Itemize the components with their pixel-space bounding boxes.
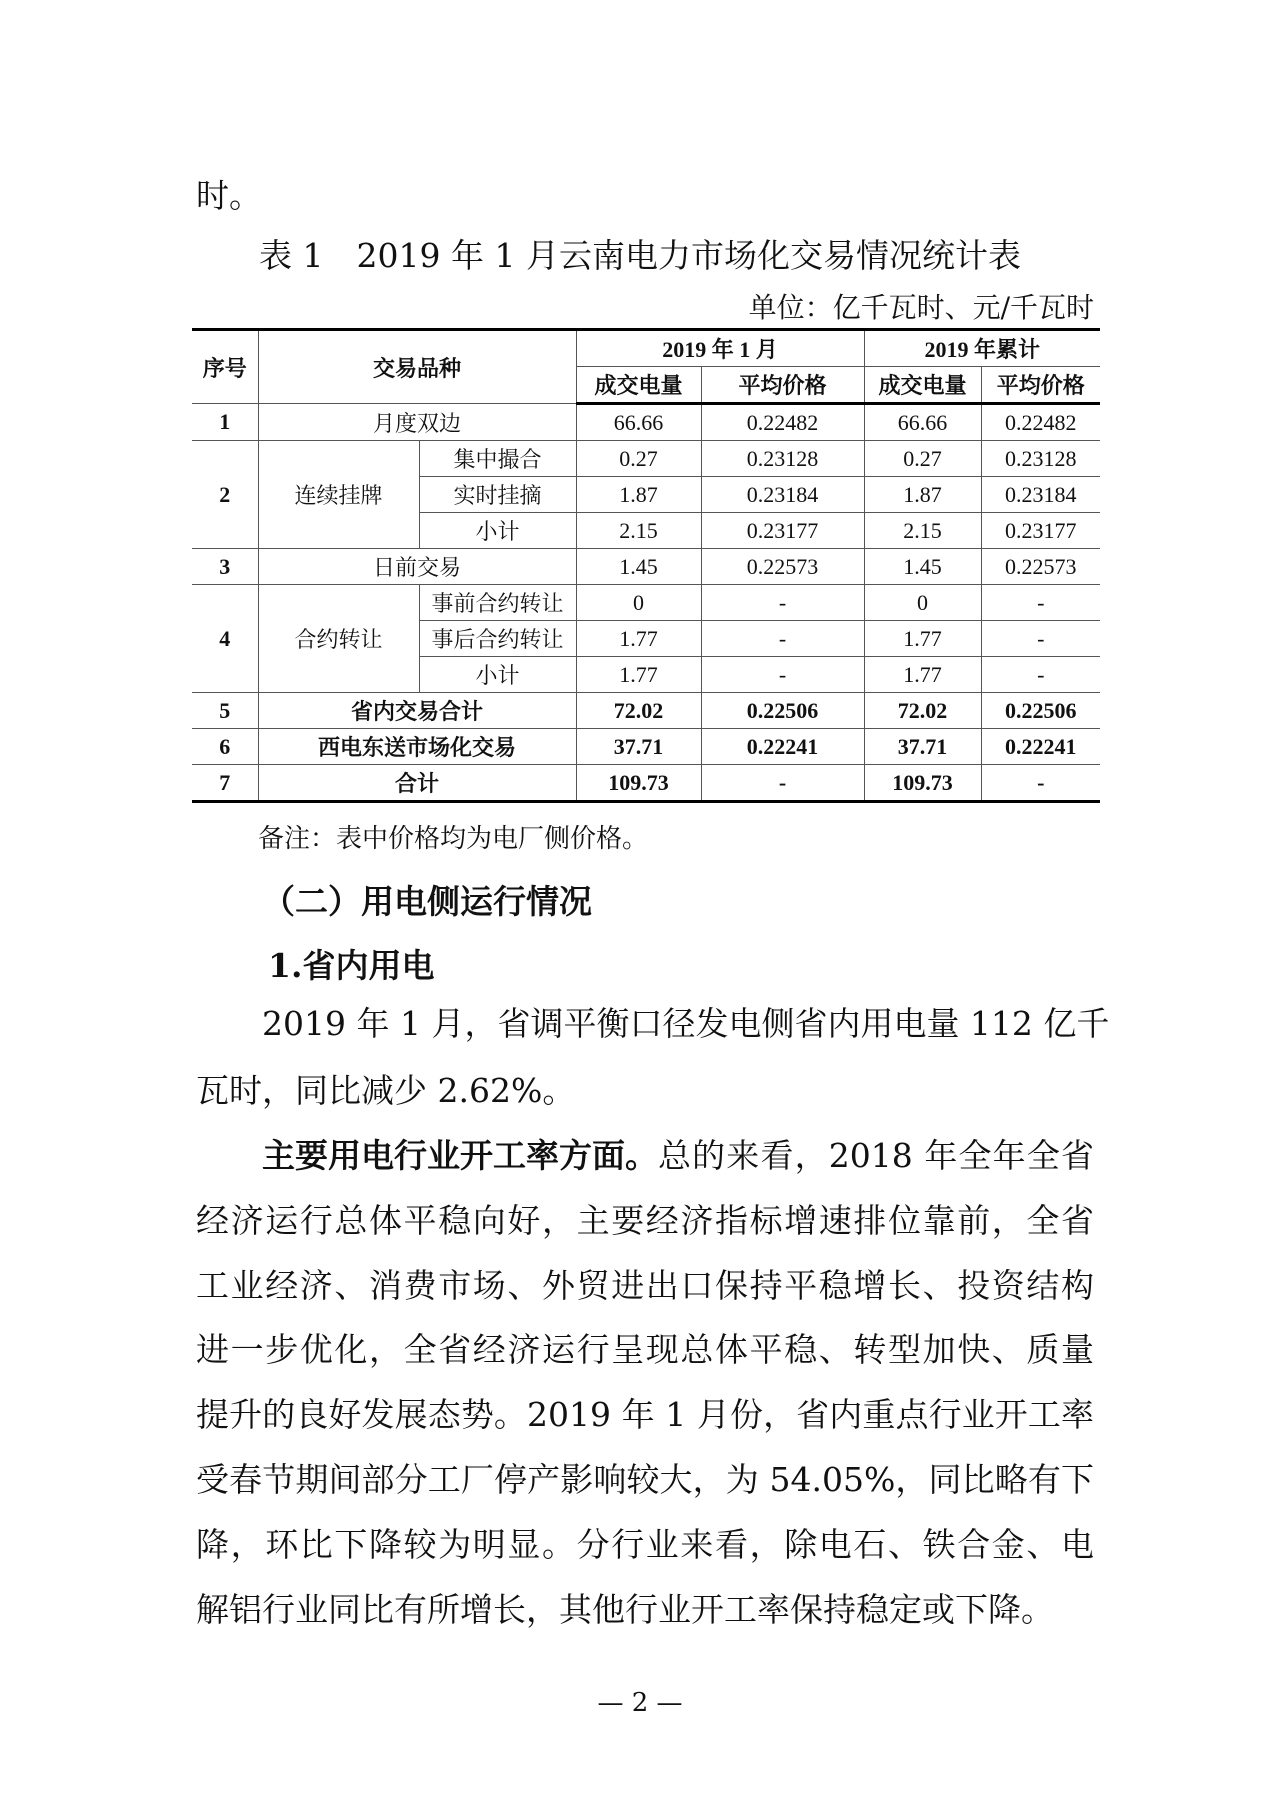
table-row <box>192 765 1100 802</box>
row-name: 连续挂牌 <box>258 441 419 549</box>
table-cell: 0.23184 <box>981 477 1100 513</box>
paragraph-line: 降，环比下降较为明显。分行业来看，除电石、铁合金、电 <box>196 1525 1094 1564</box>
table-cell: - <box>701 765 864 802</box>
row-subname: 小计 <box>419 657 576 693</box>
paragraph-line: 2019 年 1 月，省调平衡口径发电侧省内用电量 112 亿千 <box>262 1004 1110 1043</box>
table-cell: 0 <box>576 585 701 621</box>
table-cell: 0.22506 <box>701 693 864 729</box>
table-cell: 0.23128 <box>701 441 864 477</box>
paragraph-line: 工业经济、消费市场、外贸进出口保持平稳增长、投资结构 <box>196 1266 1094 1305</box>
table-cell: 109.73 <box>864 765 981 802</box>
table-cell: 1.45 <box>864 549 981 585</box>
table-cell: 1.45 <box>576 549 701 585</box>
table-cell: 0.22573 <box>981 549 1100 585</box>
table-cell: - <box>701 585 864 621</box>
paragraph-line: 经济运行总体平稳向好，主要经济指标增速排位靠前，全省 <box>196 1201 1094 1240</box>
table-row <box>192 441 1100 477</box>
table-cell: 0.22241 <box>981 729 1100 765</box>
table-cell: 66.66 <box>576 404 701 441</box>
row-name: 月度双边 <box>258 404 576 441</box>
table-cell: 1.87 <box>576 477 701 513</box>
header-cumulative: 2019 年累计 <box>864 330 1100 367</box>
table-cell: 0.23177 <box>701 513 864 549</box>
paragraph-line: 提升的良好发展态势。2019 年 1 月份，省内重点行业开工率 <box>196 1395 1094 1434</box>
row-name: 日前交易 <box>258 549 576 585</box>
table-cell: - <box>701 657 864 693</box>
table-cell: 0 <box>864 585 981 621</box>
header-price: 平均价格 <box>981 367 1100 404</box>
table-cell: 0.27 <box>576 441 701 477</box>
para-lead: 主要用电行业开工率方面。 <box>262 1136 658 1175</box>
table-caption: 表 1 2019 年 1 月云南电力市场化交易情况统计表 <box>259 236 1021 275</box>
table-cell: 1.87 <box>864 477 981 513</box>
table-cell: 0.23128 <box>981 441 1100 477</box>
table-cell: - <box>981 621 1100 657</box>
table-cell: 0.22506 <box>981 693 1100 729</box>
table-row <box>192 549 1100 585</box>
table-cell: 2.15 <box>864 513 981 549</box>
table-cell: 2.15 <box>576 513 701 549</box>
header-no: 序号 <box>192 330 258 404</box>
table-cell: 0.22482 <box>981 404 1100 441</box>
header-jan: 2019 年 1 月 <box>576 330 864 367</box>
header-volume: 成交电量 <box>864 367 981 404</box>
table-cell: 72.02 <box>864 693 981 729</box>
paragraph-line: 解铝行业同比有所增长，其他行业开工率保持稳定或下降。 <box>196 1590 1054 1629</box>
header-volume: 成交电量 <box>576 367 701 404</box>
row-number: 2 <box>192 441 258 549</box>
row-number: 7 <box>192 765 258 802</box>
table-note: 备注：表中价格均为电厂侧价格。 <box>258 824 649 854</box>
table-cell: 0.23177 <box>981 513 1100 549</box>
subsection-heading: 1.省内用电 <box>268 946 435 985</box>
table-cell: - <box>981 585 1100 621</box>
table-cell: 1.77 <box>576 621 701 657</box>
paragraph-line <box>262 1136 1094 1176</box>
row-name: 合计 <box>258 765 576 802</box>
table-cell: 1.77 <box>576 657 701 693</box>
table-cell: 0.23184 <box>701 477 864 513</box>
row-number: 5 <box>192 693 258 729</box>
table-cell: 1.77 <box>864 621 981 657</box>
row-number: 4 <box>192 585 258 693</box>
row-number: 6 <box>192 729 258 765</box>
row-subname: 实时挂摘 <box>419 477 576 513</box>
top-fragment: 时。 <box>196 176 262 215</box>
table-row <box>192 693 1100 729</box>
table-cell: 0.22573 <box>701 549 864 585</box>
row-name: 省内交易合计 <box>258 693 576 729</box>
page-number: — 2 — <box>597 1688 683 1718</box>
header-price: 平均价格 <box>701 367 864 404</box>
table-unit: 单位：亿千瓦时、元/千瓦时 <box>748 291 1094 324</box>
table-cell: 109.73 <box>576 765 701 802</box>
row-subname: 事后合约转让 <box>419 621 576 657</box>
table-cell: 0.22241 <box>701 729 864 765</box>
row-subname: 事前合约转让 <box>419 585 576 621</box>
table-cell: - <box>701 621 864 657</box>
table-row <box>192 404 1100 441</box>
table-cell: - <box>981 765 1100 802</box>
statistics-table <box>192 328 1100 803</box>
table-cell: 37.71 <box>576 729 701 765</box>
table-cell: 1.77 <box>864 657 981 693</box>
row-number: 1 <box>192 404 258 441</box>
header-type: 交易品种 <box>258 330 576 404</box>
paragraph-line: 受春节期间部分工厂停产影响较大，为 54.05%，同比略有下 <box>196 1460 1094 1499</box>
row-name: 合约转让 <box>258 585 419 693</box>
section-heading: （二）用电侧运行情况 <box>262 882 592 921</box>
table-cell: - <box>981 657 1100 693</box>
table-cell: 0.27 <box>864 441 981 477</box>
table-cell: 66.66 <box>864 404 981 441</box>
row-number: 3 <box>192 549 258 585</box>
row-name: 西电东送市场化交易 <box>258 729 576 765</box>
table-cell: 37.71 <box>864 729 981 765</box>
table-row <box>192 585 1100 621</box>
table-row <box>192 729 1100 765</box>
table-cell: 0.22482 <box>701 404 864 441</box>
paragraph-line: 瓦时，同比减少 2.62%。 <box>196 1071 576 1110</box>
para-text: 总的来看，2018 年全年全省 <box>658 1136 1094 1175</box>
row-subname: 小计 <box>419 513 576 549</box>
paragraph-line: 进一步优化，全省经济运行呈现总体平稳、转型加快、质量 <box>196 1330 1094 1369</box>
table-cell: 72.02 <box>576 693 701 729</box>
row-subname: 集中撮合 <box>419 441 576 477</box>
